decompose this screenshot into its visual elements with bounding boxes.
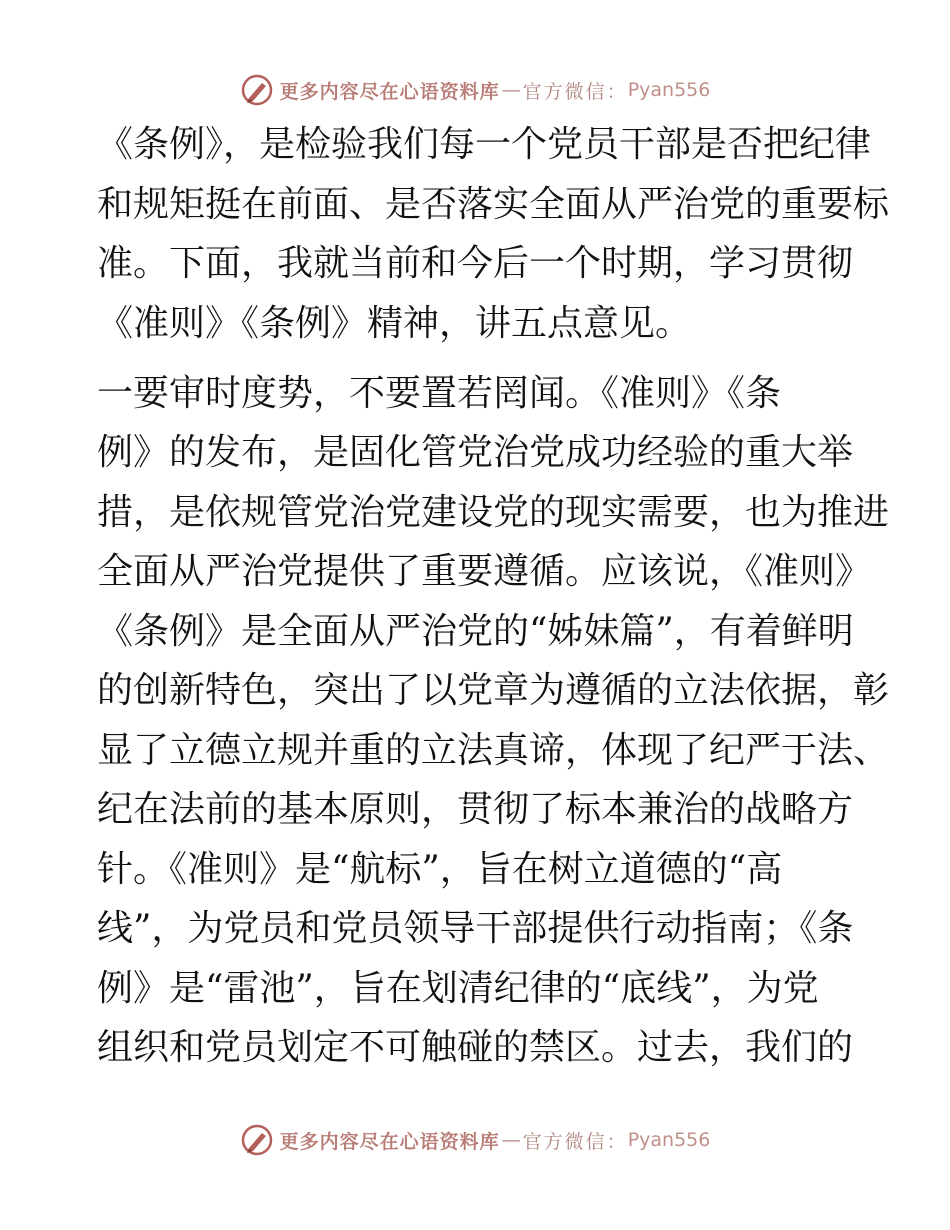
watermark-official-label: 官方微信： — [522, 1130, 628, 1153]
body-line: 《条例》，是检验我们每一个党员干部是否把纪律 — [97, 124, 872, 165]
body-line: 全面从严治党提供了重要遵循。应该说，《准则》 — [97, 551, 872, 592]
body-line: 显了立德立规并重的立法真谛，体现了纪严于法、 — [97, 730, 890, 771]
pen-logo-icon — [240, 73, 274, 107]
body-line: 针。《准则》是“航标”，旨在树立道德的“高 — [97, 849, 783, 890]
body-line: 线”，为党员和党员领导干部提供行动指南；《条 — [97, 908, 854, 949]
watermark-dash: — — [501, 79, 521, 101]
watermark-site-text: 更多内容尽在心语资料库 — [279, 1130, 500, 1153]
body-line: 准。下面，我就当前和今后一个时期，学习贯彻 — [97, 243, 854, 284]
body-line: 组织和党员划定不可触碰的禁区。过去，我们的 — [97, 1027, 854, 1068]
body-line: 例》的发布，是固化管党治党成功经验的重大举 — [97, 432, 854, 473]
body-line: 的创新特色，突出了以党章为遵循的立法依据，彰 — [97, 670, 890, 711]
body-line: 纪在法前的基本原则，贯彻了标本兼治的战略方 — [97, 789, 854, 830]
watermark-wechat-id: Pyan556 — [627, 79, 711, 101]
watermark-site-text: 更多内容尽在心语资料库 — [279, 80, 500, 103]
watermark-official-label: 官方微信： — [522, 80, 628, 103]
pen-logo-icon — [240, 1123, 274, 1157]
body-line: 和规矩挺在前面、是否落实全面从严治党的重要标 — [97, 184, 890, 225]
body-line: 《条例》是全面从严治党的“姊妹篇”，有着鲜明 — [97, 611, 854, 652]
watermark-dash: — — [501, 1129, 521, 1151]
header-watermark — [0, 73, 950, 107]
footer-watermark — [0, 1123, 950, 1157]
paragraph-start-line: 一要审时度势，不要置若罔闻。《准则》《条 — [97, 373, 782, 414]
body-line: 例》是“雷池”，旨在划清纪律的“底线”，为党 — [97, 968, 819, 1009]
body-line: 《准则》《条例》精神，讲五点意见。 — [97, 303, 692, 344]
body-line: 措，是依规管党治党建设党的现实需要，也为推进 — [97, 492, 890, 533]
watermark-wechat-id: Pyan556 — [627, 1129, 711, 1151]
